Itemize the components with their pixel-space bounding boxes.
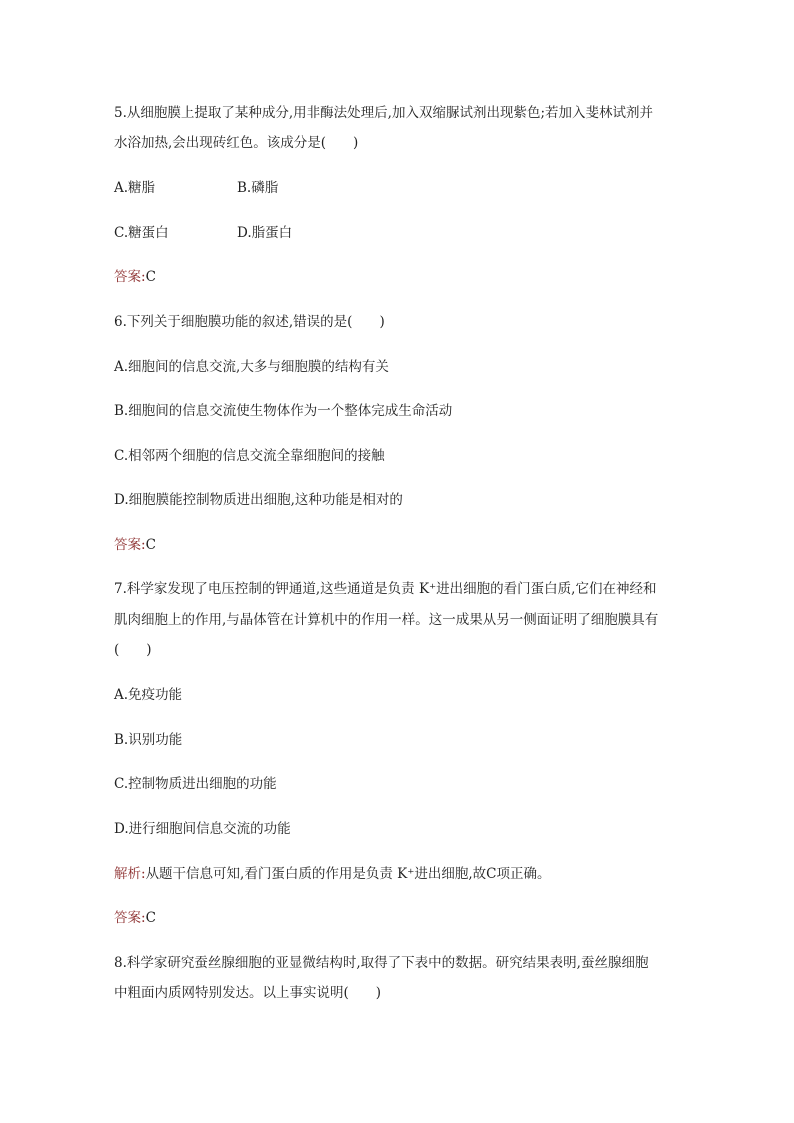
- q5-option-d: D.脂蛋白: [237, 225, 293, 241]
- q7-option-d: D.进行细胞间信息交流的功能: [114, 821, 291, 837]
- q6-option-d: D.细胞膜能控制物质进出细胞,这种功能是相对的: [114, 492, 403, 508]
- q7-analysis: [114, 865, 550, 883]
- q5-stem-line1: 5.从细胞膜上提取了某种成分,用非酶法处理后,加入双缩脲试剂出现紫色;若加入斐林试剂并: [114, 105, 654, 121]
- q5-answer-value: C: [145, 269, 156, 285]
- q7-option-b: B.识别功能: [114, 732, 183, 748]
- q5-answer: [114, 268, 156, 286]
- q7-answer-label: 答案:: [114, 910, 146, 926]
- q5-answer-label: 答案:: [114, 269, 146, 285]
- q6-option-c: C.相邻两个细胞的信息交流全靠细胞间的接触: [114, 448, 385, 464]
- q7-answer-value: C: [145, 910, 156, 926]
- q7-stem-line3: ( ): [114, 642, 152, 658]
- q6-option-a: A.细胞间的信息交流,大多与细胞膜的结构有关: [114, 359, 389, 375]
- q8-stem-line2: 中粗面内质网特别发达。以上事实说明( ): [114, 985, 382, 1001]
- q6-answer-value: C: [145, 537, 156, 553]
- q5-option-b: B.磷脂: [237, 180, 279, 196]
- q8-stem-line1: 8.科学家研究蚕丝腺细胞的亚显微结构时,取得了下表中的数据。研究结果表明,蚕丝腺细胞: [114, 955, 649, 971]
- q7-analysis-value: 从题干信息可知,看门蛋白质的作用是负责 K⁺进出细胞,故C项正确。: [145, 866, 551, 882]
- q6-stem-line1: 6.下列关于细胞膜功能的叙述,错误的是( ): [114, 314, 385, 330]
- q5-option-a: A.糖脂: [114, 180, 156, 196]
- q7-stem-line2: 肌肉细胞上的作用,与晶体管在计算机中的作用一样。这一成果从另一侧面证明了细胞膜具有: [114, 612, 659, 628]
- q7-answer: [114, 909, 156, 927]
- q7-analysis-label: 解析:: [114, 866, 146, 882]
- q7-stem-line1: 7.科学家发现了电压控制的钾通道,这些通道是负责 K⁺进出细胞的看门蛋白质,它们在神经和: [114, 581, 657, 597]
- q5-option-c: C.糖蛋白: [114, 225, 169, 241]
- q6-answer: [114, 536, 156, 554]
- q6-answer-label: 答案:: [114, 537, 146, 553]
- q7-option-c: C.控制物质进出细胞的功能: [114, 776, 277, 792]
- q6-option-b: B.细胞间的信息交流使生物体作为一个整体完成生命活动: [114, 403, 453, 419]
- q5-stem-line2: 水浴加热,会出现砖红色。该成分是( ): [114, 135, 359, 151]
- q7-option-a: A.免疫功能: [114, 687, 183, 703]
